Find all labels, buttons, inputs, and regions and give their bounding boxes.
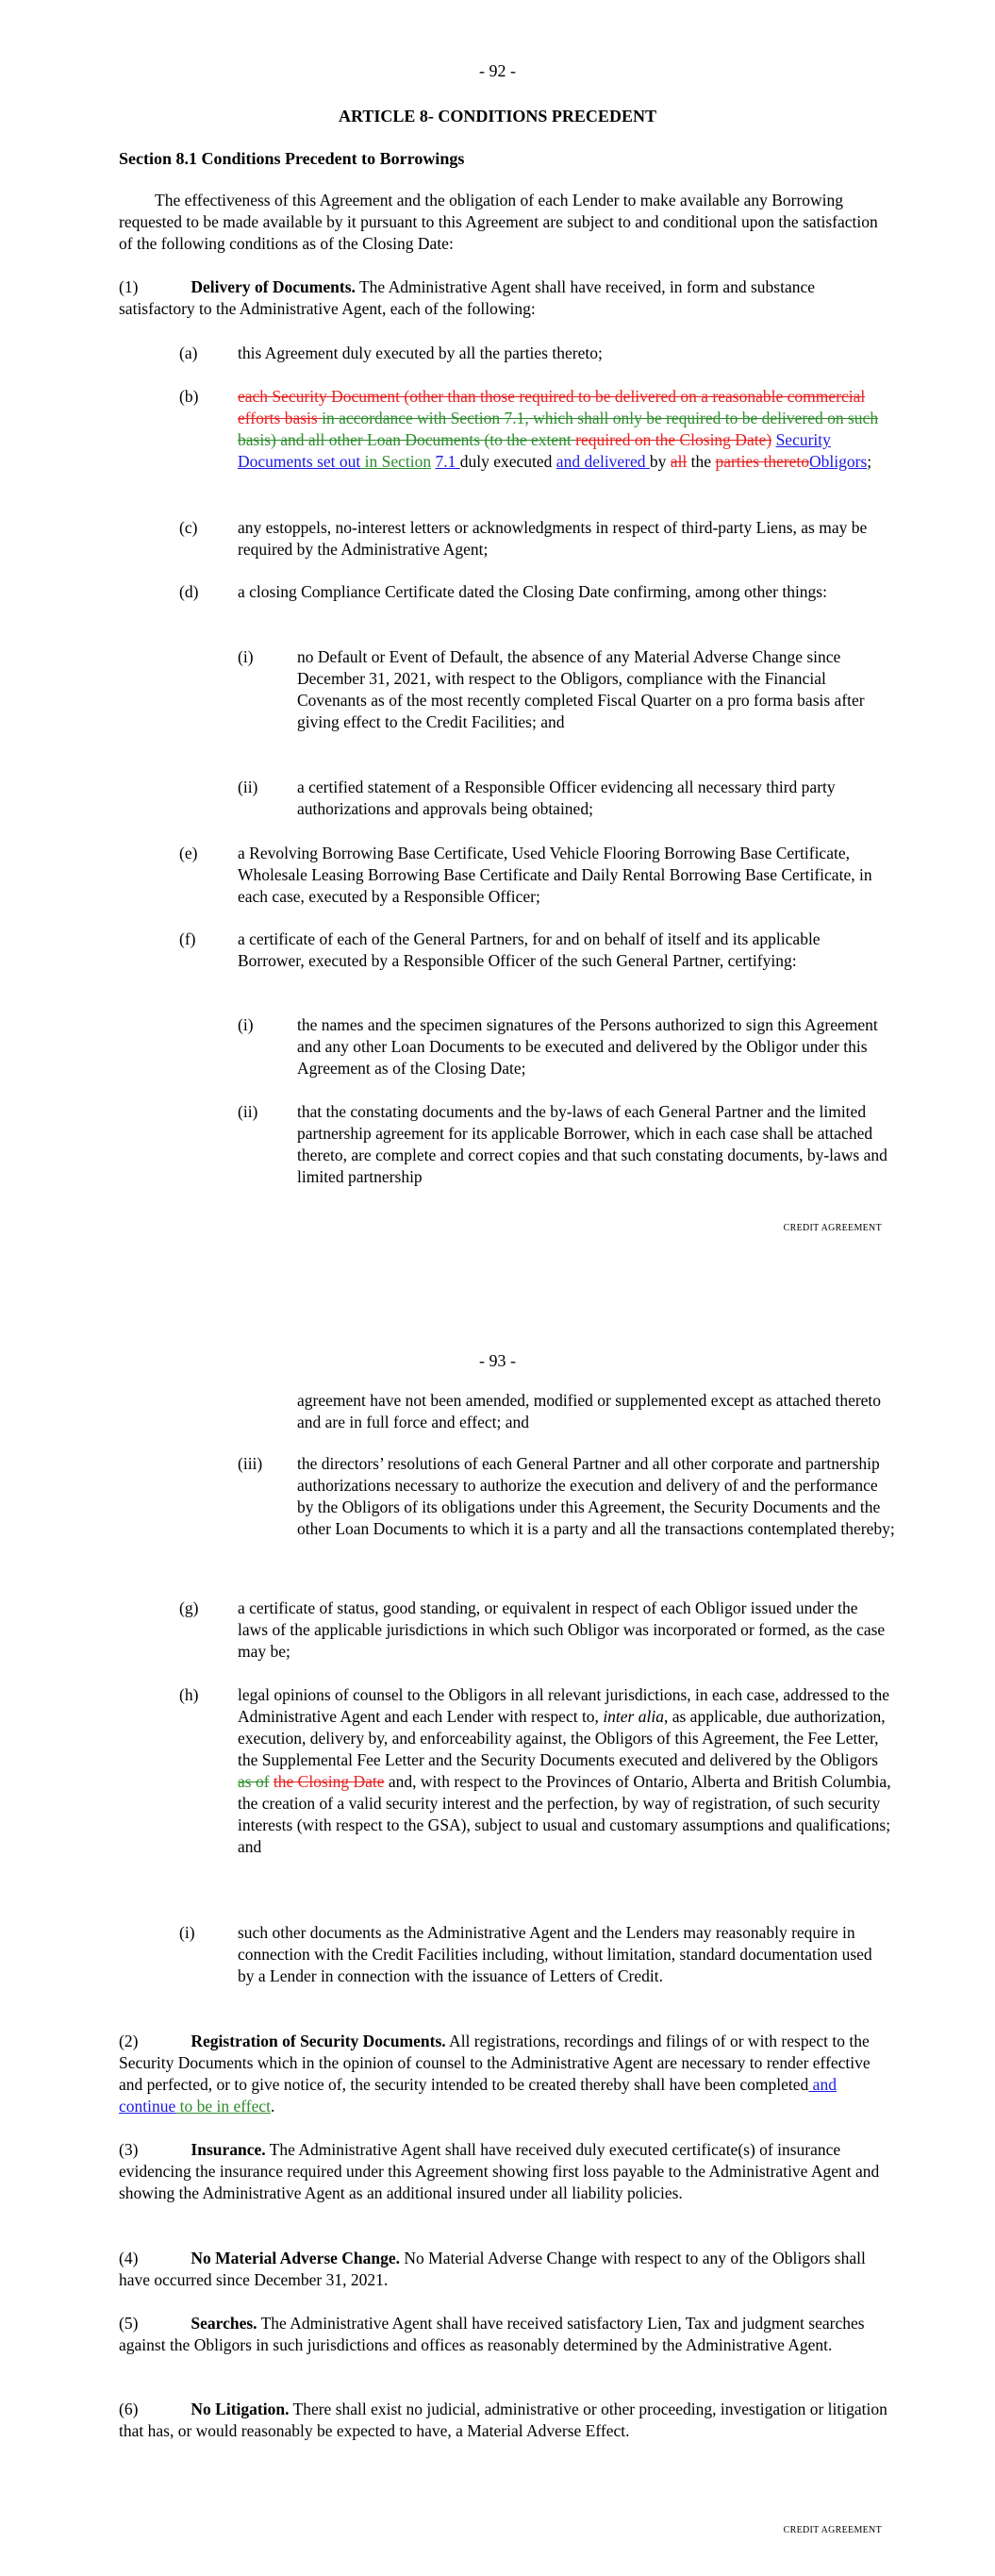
inserted-text: Security Documents set out	[238, 430, 831, 471]
condition-number: (4)	[119, 2249, 139, 2267]
item-g-text: a certificate of status, good standing, or equivalent in respect of each Obligor issued under the laws of the applicable jurisdictions in which such Obligor was incorporated or formed, as the case may be;	[238, 1598, 886, 1661]
page-93	[0, 1288, 995, 2576]
subitem-f-i-text: the names and the specimen signatures of the Persons authorized to sign this Agreement and any other Loan Documents to be executed and delivered by the Obligor under this Agreement as of the Closing Date;	[297, 1015, 878, 1078]
subitem-label: (iii)	[238, 1454, 263, 1473]
inserted-text: to be in effect	[175, 2097, 272, 2116]
article-heading: ARTICLE 8- CONDITIONS PRECEDENT	[339, 107, 656, 125]
deleted-text: required on the Closing Date)	[575, 430, 772, 449]
condition-text: There shall exist no judicial, administrative or other proceeding, investigation or litigation that has, or would reasonably be expected to have, a Material Adverse Effect.	[119, 2400, 887, 2440]
item-b-text	[238, 386, 898, 473]
subitem-d-i-text: no Default or Event of Default, the absence of any Material Adverse Change since December 31, 2021, with respect to the Obligors, compliance with the Financial Covenants as of the most recently completed Fiscal Quarter on a pro forma basis after giving effect to the Credit Facilities; and	[297, 647, 865, 731]
condition-2	[119, 2031, 892, 2117]
inserted-text: 7.1	[435, 452, 460, 471]
item-label: (a)	[179, 343, 198, 362]
item-label: (f)	[179, 929, 196, 948]
condition-title: No Material Adverse Change.	[191, 2249, 401, 2267]
item-label: (c)	[179, 518, 198, 537]
condition-number: (2)	[119, 2032, 139, 2050]
deleted-text: parties thereto	[715, 452, 810, 471]
inserted-text: Obligors	[809, 452, 868, 471]
item-label: (b)	[179, 387, 199, 406]
subitem-label: (i)	[238, 1015, 254, 1034]
intro-paragraph: The effectiveness of this Agreement and the obligation of each Lender to make available any Borrowing requested to be made available by it pursuant to this Agreement are subject to and conditional upon the satisfaction of the following conditions as of the Closing Date:	[119, 191, 878, 253]
condition-text: The Administrative Agent shall have received, in form and substance satisfactory to the Administrative Agent, each of the following:	[119, 277, 816, 318]
condition-text: The Administrative Agent shall have received satisfactory Lien, Tax and judgment searches against the Obligors in such jurisdictions and offices as reasonably determined by the Administrative Agent.	[119, 2314, 865, 2354]
subitem-d-ii-text: a certified statement of a Responsible Officer evidencing all necessary third party authorizations and approvals being obtained;	[297, 778, 836, 818]
inserted-text: and continue	[119, 2075, 837, 2116]
condition-text: The Administrative Agent shall have received duly executed certificate(s) of insurance evidencing the insurance required under this Agreement showing first loss payable to the Administrative Agent and showing the Administrative Agent as an additional insured under all liability policies.	[119, 2140, 880, 2202]
text-run: and, with respect to the Provinces of Ontario, Alberta and British Columbia, the creation of a valid security interest and the perfection, by way of registration, of such security interests (with respect to the GSA), subject to usual and customary assumptions and qualifications; and	[238, 1772, 891, 1856]
item-label: (h)	[179, 1685, 199, 1704]
condition-number: (5)	[119, 2314, 139, 2333]
section-heading: Section 8.1 Conditions Precedent to Borrowings	[119, 149, 465, 168]
item-i-text: such other documents as the Administrative Agent and the Lenders may reasonably require in connection with the Credit Facilities including, without limitation, standard documentation used by a Lender in connection with the issuance of Letters of Credit.	[238, 1923, 872, 1985]
continuation-text: agreement have not been amended, modified or supplemented except as attached thereto and are in full force and effect; and	[297, 1391, 882, 1431]
condition-title: Delivery of Documents.	[191, 277, 356, 296]
condition-number: (1)	[119, 277, 139, 296]
condition-1	[119, 276, 892, 320]
subitem-label: (i)	[238, 647, 254, 666]
condition-number: (6)	[119, 2400, 139, 2418]
condition-5	[119, 2313, 892, 2356]
item-label: (i)	[179, 1923, 195, 1942]
condition-6	[119, 2399, 892, 2442]
condition-text: No Material Adverse Change with respect to any of the Obligors shall have occurred since December 31, 2021.	[119, 2249, 866, 2289]
subitem-label: (ii)	[238, 778, 258, 796]
item-e-text: a Revolving Borrowing Base Certificate, Used Vehicle Flooring Borrowing Base Certificate, Wholesale Leasing Borrowing Base Certificate and Daily Rental Borrowing Base Certificate, in each case, executed by a Responsible Officer;	[238, 844, 872, 906]
text-run: duly executed	[459, 452, 556, 471]
condition-title: Insurance.	[191, 2140, 266, 2159]
inserted-text: in Section	[360, 452, 432, 471]
text-run: the	[687, 452, 716, 471]
text-run: .	[271, 2097, 275, 2116]
condition-title: Searches.	[191, 2314, 257, 2333]
page-number: - 93 -	[479, 1351, 516, 1370]
subitem-label: (ii)	[238, 1102, 258, 1121]
item-d-text: a closing Compliance Certificate dated the Closing Date confirming, among other things:	[238, 582, 827, 601]
condition-number: (3)	[119, 2140, 139, 2159]
condition-title: Registration of Security Documents.	[191, 2032, 446, 2050]
text-run: ;	[867, 452, 872, 471]
item-h-text	[238, 1684, 893, 1858]
text-run: , as applicable, due authorization, execution, delivery by, and enforceability against, the Obligors of this Agreement, the Fee Letter, the Supplemental Fee Letter and the Security Documents executed and delivered by the Obligors	[238, 1707, 886, 1769]
page-number: - 92 -	[479, 61, 516, 80]
subitem-f-iii-text: the directors’ resolutions of each General Partner and all other corporate and partnership authorizations necessary to authorize the execution and delivery of and the performance by the Obligors of its obligations under this Agreement, the Security Documents and the other Loan Documents to which it is a party and all the transactions contemplated thereby;	[297, 1454, 895, 1538]
condition-4	[119, 2248, 892, 2291]
item-label: (g)	[179, 1598, 199, 1617]
text-run: legal opinions of counsel to the Obligors in all relevant jurisdictions, in each case, addressed to the Administrative Agent and each Lender with respect to,	[238, 1685, 890, 1726]
footer: CREDIT AGREEMENT	[783, 1223, 882, 1233]
deleted-text: as of	[238, 1772, 270, 1791]
footer: CREDIT AGREEMENT	[783, 2525, 882, 2535]
text-run: by	[649, 452, 671, 471]
deleted-text: (to the extent	[484, 430, 576, 449]
condition-3	[119, 2139, 892, 2204]
condition-title: No Litigation.	[191, 2400, 290, 2418]
subitem-f-ii-text: that the constating documents and the by-laws of each General Partner and the limited partnership agreement for its applicable Borrower, which in each case shall be attached thereto, are complete and correct copies and that such constating documents, by-laws and limited partnership	[297, 1102, 887, 1186]
deleted-text: in accordance with Section 7.1, which shall only be required to be delivered on such basis) and all other Loan Documents	[238, 409, 879, 449]
deleted-text: each Security Document (other than those required to be delivered on a reasonable commercial efforts basis	[238, 387, 866, 427]
item-label: (d)	[179, 582, 199, 601]
item-label: (e)	[179, 844, 198, 862]
condition-text: All registrations, recordings and filings of or with respect to the Security Documents which in the opinion of counsel to the Administrative Agent are necessary to render effective and perfected, or to give notice of, the security intended to be created thereby shall have been completed	[119, 2032, 871, 2094]
deleted-text: the Closing Date	[273, 1772, 385, 1791]
deleted-text: all	[670, 452, 688, 471]
inserted-text: and delivered	[556, 452, 650, 471]
item-c-text: any estoppels, no-interest letters or acknowledgments in respect of third-party Liens, as may be required by the Administrative Agent;	[238, 518, 868, 559]
italic-text: inter alia	[603, 1707, 664, 1726]
item-f-text: a certificate of each of the General Partners, for and on behalf of itself and its applicable Borrower, executed by a Responsible Officer of the such General Partner, certifying:	[238, 929, 821, 970]
item-a-text: this Agreement duly executed by all the parties thereto;	[238, 343, 603, 362]
